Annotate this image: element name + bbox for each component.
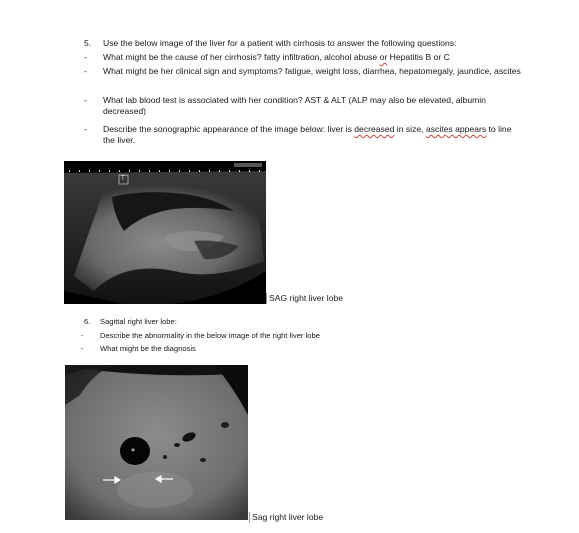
q6-number: 6. bbox=[84, 317, 91, 326]
q6-image-caption: Sag right liver lobe bbox=[249, 512, 323, 523]
ultrasound-image-liver-lesion bbox=[65, 365, 248, 520]
q5-item-1: - What might be the cause of her cirrhosis? fatty infiltration, alcohol abuse or Hepatitis B or C bbox=[84, 52, 450, 62]
ultrasound-image-cirrhosis bbox=[64, 161, 266, 304]
ultrasound-lesion-graphic bbox=[65, 365, 248, 520]
bullet-dash: - bbox=[84, 52, 87, 62]
bullet-dash: - bbox=[81, 331, 84, 340]
ultrasound-scan-graphic bbox=[64, 161, 266, 304]
image-marker-label: T bbox=[121, 176, 125, 182]
q5-item-4: - Describe the sonographic appearance of the image below: liver is decreased in size, ascites appears to line the liver. bbox=[84, 124, 512, 145]
bullet-dash: - bbox=[84, 95, 87, 105]
bullet-dash: - bbox=[84, 124, 87, 134]
svg-text:*: * bbox=[131, 447, 135, 456]
bullet-dash: - bbox=[84, 66, 87, 76]
q5-image-caption: SAG right liver lobe bbox=[266, 293, 343, 304]
q5-heading: Use the below image of the liver for a patient with cirrhosis to answer the following questions: bbox=[103, 38, 457, 48]
q5-number: 5. bbox=[84, 38, 92, 48]
bullet-dash: - bbox=[81, 344, 84, 353]
q5-item-2: - What might be her clinical sign and symptoms? fatigue, weight loss, diarrhea, hepatomegaly, jaundice, ascites bbox=[84, 66, 521, 76]
q5-item-3: - What lab blood test is associated with her condition? AST & ALT (ALP may also be elevated, albumin decreased) bbox=[84, 95, 486, 116]
q6-item-2: - What might be the diagnosis bbox=[81, 344, 196, 353]
q6-heading: Sagittal right liver lobe: bbox=[100, 317, 177, 326]
q6-item-1: - Describe the abnormality in the below image of the right liver lobe bbox=[81, 331, 320, 340]
